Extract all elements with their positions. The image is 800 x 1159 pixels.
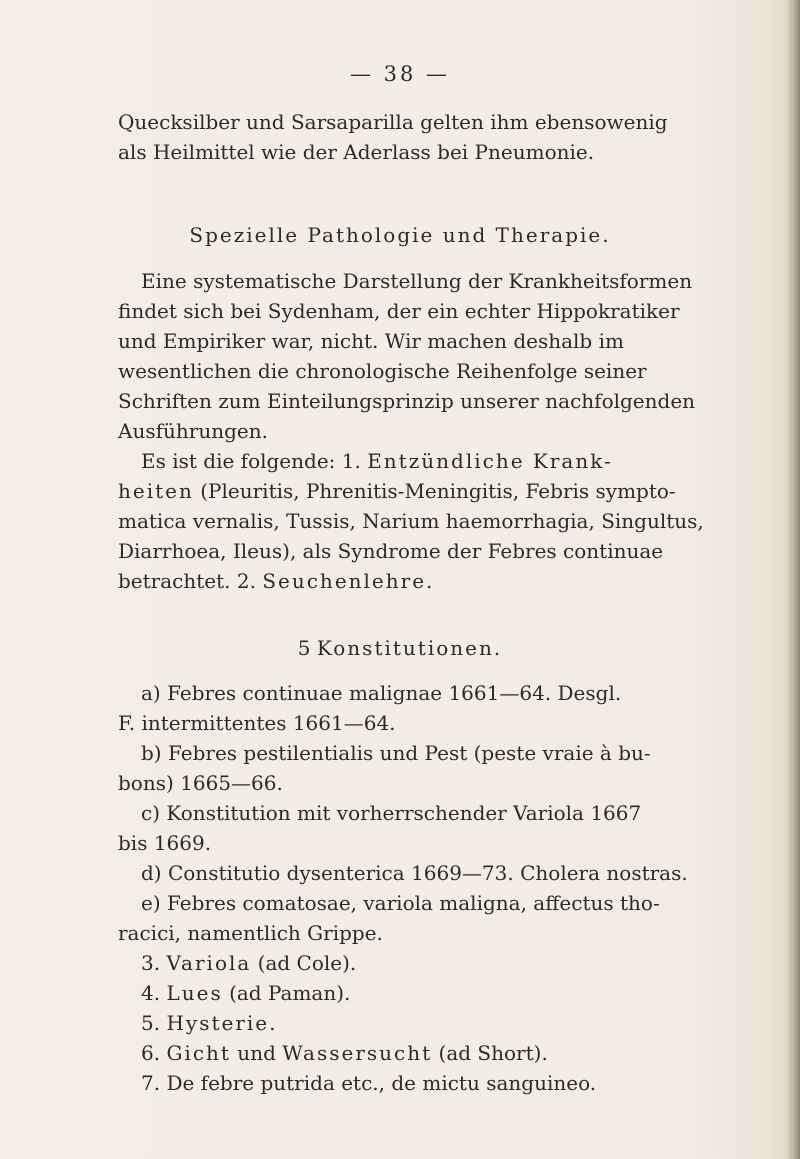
subheading-number: 5 <box>297 636 317 660</box>
text-run: (ad Cole). <box>251 951 357 975</box>
emphasized-term: Entzündliche Krank- <box>367 449 613 473</box>
list-item: b) Febres pestilentialis und Pest (peste vraie à bu- <box>141 741 651 765</box>
text-run: (ad Short). <box>432 1041 548 1065</box>
page-edge-shadow <box>786 0 800 1159</box>
paragraph-line: findet sich bei Sydenham, der ein echter Hippokratiker <box>118 299 680 323</box>
section-heading: Spezielle Pathologie und Therapie. <box>189 223 611 247</box>
paragraph-line: und Empiriker war, nicht. Wir machen deshalb im <box>118 329 624 353</box>
list-item <box>141 1038 761 1068</box>
list-item: e) Febres comatosae, variola maligna, affectus tho- <box>141 891 660 915</box>
emphasized-term: Gicht <box>166 1041 231 1065</box>
emphasized-term: Lues <box>166 981 223 1005</box>
list-item <box>141 978 761 1008</box>
list-item-continuation: F. intermittentes 1661—64. <box>118 711 396 735</box>
emphasized-term: Variola <box>166 951 252 975</box>
text-run: betrachtet. 2. <box>118 569 263 593</box>
emphasized-term: Wassersucht <box>282 1041 433 1065</box>
intro-line: als Heilmittel wie der Aderlass bei Pneumonie. <box>118 140 595 164</box>
list-item: d) Constitutio dysenterica 1669—73. Cholera nostras. <box>141 861 688 885</box>
emphasized-term: Hysterie. <box>166 1011 278 1035</box>
list-item: c) Konstitution mit vorherrschender Variola 1667 <box>141 801 642 825</box>
item-number: 5. <box>141 1011 167 1035</box>
subheading-title: Konstitutionen. <box>316 636 503 660</box>
paragraph-line: Ausführungen. <box>118 419 268 443</box>
emphasized-term: heiten <box>118 479 194 503</box>
paragraph-line: matica vernalis, Tussis, Narium haemorrhagia, Singultus, <box>118 509 704 533</box>
text-run: (ad Paman). <box>222 981 351 1005</box>
item-number: 4. <box>141 981 167 1005</box>
text-run: und <box>230 1041 283 1065</box>
item-number: 3. <box>141 951 167 975</box>
intro-line: Quecksilber und Sarsaparilla gelten ihm ebensowenig <box>118 110 668 134</box>
paragraph-line: wesentlichen die chronologische Reihenfolge seiner <box>118 359 647 383</box>
paragraph-line: Eine systematische Darstellung der Krankheitsformen <box>141 269 693 293</box>
page-number: — 38 — <box>349 62 451 86</box>
text-run: (Pleuritis, Phrenitis-Meningitis, Febris sympto- <box>193 479 676 503</box>
list-item-continuation: racici, namentlich Grippe. <box>118 921 383 945</box>
list-item <box>141 948 761 978</box>
text-run: Es ist die folgende: 1. <box>141 449 368 473</box>
paragraph-line: Schriften zum Einteilungsprinzip unserer nachfolgenden <box>118 389 696 413</box>
list-item: a) Febres continuae malignae 1661—64. Desgl. <box>141 681 622 705</box>
paragraph-line <box>141 446 761 476</box>
list-item-continuation: bis 1669. <box>118 831 212 855</box>
paragraph-line <box>118 566 738 596</box>
paragraph-line <box>118 476 738 506</box>
emphasized-term: Seuchenlehre. <box>262 569 435 593</box>
list-item: 7. De febre putrida etc., de mictu sanguineo. <box>141 1071 597 1095</box>
list-item-continuation: bons) 1665—66. <box>118 771 283 795</box>
paragraph-line: Diarrhoea, Ileus), als Syndrome der Febres continuae <box>118 539 664 563</box>
list-item <box>141 1008 761 1038</box>
subheading <box>0 633 800 663</box>
item-number: 6. <box>141 1041 167 1065</box>
